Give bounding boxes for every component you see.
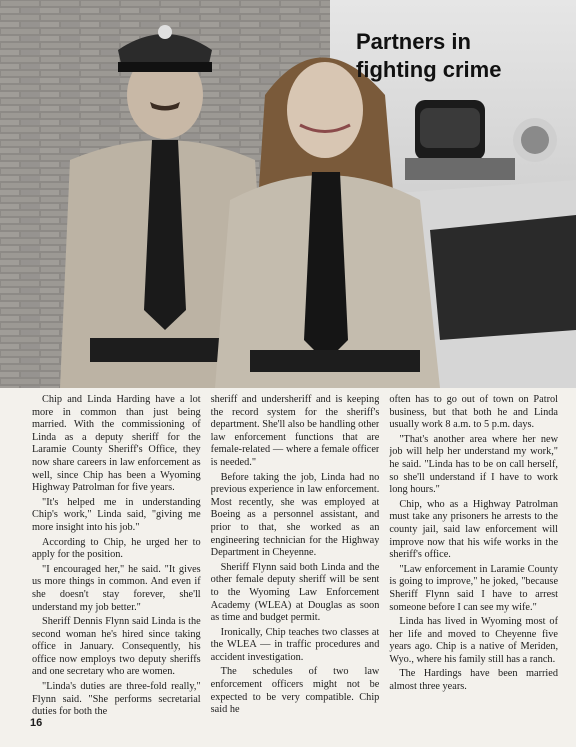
paragraph: The schedules of two law enforcement officers might not be expected to be very compatible. Chip said he — [210, 666, 380, 716]
paragraph: Before taking the job, Linda had no previous experience in law enforcement. Most recently, she was employed at Boeing as a personnel assistant, and prior to that, she worked as an engineering technician for the Highway Department in Cheyenne. — [210, 471, 380, 559]
paragraph: "Law enforcement in Laramie County is going to improve," he joked, "because Sheriff Flynn said I have to arrest someone before I can see my wife." — [389, 563, 559, 613]
paragraph: "Linda's duties are three-fold really," Flynn said. "She performs secretarial duties for both the — [32, 681, 201, 718]
paragraph: often has to go out of town on Patrol business, but that both he and Linda usually work 8 a.m. to 5 p.m. days. — [389, 394, 559, 431]
paragraph: "It's helped me in understanding Chip's work," Linda said, "giving me more insight into his job." — [32, 496, 201, 533]
paragraph: Chip, who as a Highway Patrolman must take any prisoners he arrests to the county jail, said law enforcement will improve now that his wife works in the sheriff's office. — [389, 498, 559, 561]
paragraph: Ironically, Chip teaches two classes at the WLEA — in traffic procedures and accident investigation. — [210, 626, 380, 663]
headline — [356, 28, 546, 84]
paragraph: Linda has lived in Wyoming most of her life and moved to Cheyenne five years ago. Chip is a native of Meriden, Wyo., where his family still has a ranch. — [389, 616, 559, 665]
paragraph: "That's another area where her new job will help her understand my work," he said. "Linda has to be on call herself, so she'll understand if I have to work long hours." — [389, 433, 559, 496]
article-body — [32, 394, 558, 724]
paragraph: Sheriff Dennis Flynn said Linda is the second woman he's hired since taking office in January. Consequently, his office now employs two deputy sheriffs and one secretary who are women. — [32, 616, 201, 678]
paragraph: According to Chip, he urged her to apply for the position. — [32, 536, 201, 561]
article-column-2 — [211, 394, 380, 724]
article-column-3 — [389, 394, 558, 724]
headline-line-2: fighting crime — [356, 57, 502, 82]
paragraph: sheriff and undersheriff and is keeping the record system for the sheriff's department. She'll also be handling other law enforcement functions that are female-related — where a female officer is needed." — [210, 394, 380, 468]
article-column-1 — [32, 394, 201, 724]
paragraph: Sheriff Flynn said both Linda and the other female deputy sheriff will be sent to the Wyoming Law Enforcement Academy (WLEA) at Douglas as soon as time and budget permit. — [210, 561, 380, 624]
paragraph: The Hardings have been married almost three years. — [389, 668, 559, 693]
headline-line-1: Partners in — [356, 29, 471, 54]
paragraph: "I encouraged her," he said. "It gives us more things in common. And even if she doesn't stay forever, she'll understand my job better." — [32, 563, 201, 613]
paragraph: Chip and Linda Harding have a lot more in common than just being married. With the commissioning of Linda as a deputy sheriff for the Laramie County Sheriff's Office, they now share careers in law enforcement as well, since Chip has been a Wyoming Highway Patrolman for five years. — [32, 394, 201, 494]
page-number: 16 — [30, 717, 43, 729]
